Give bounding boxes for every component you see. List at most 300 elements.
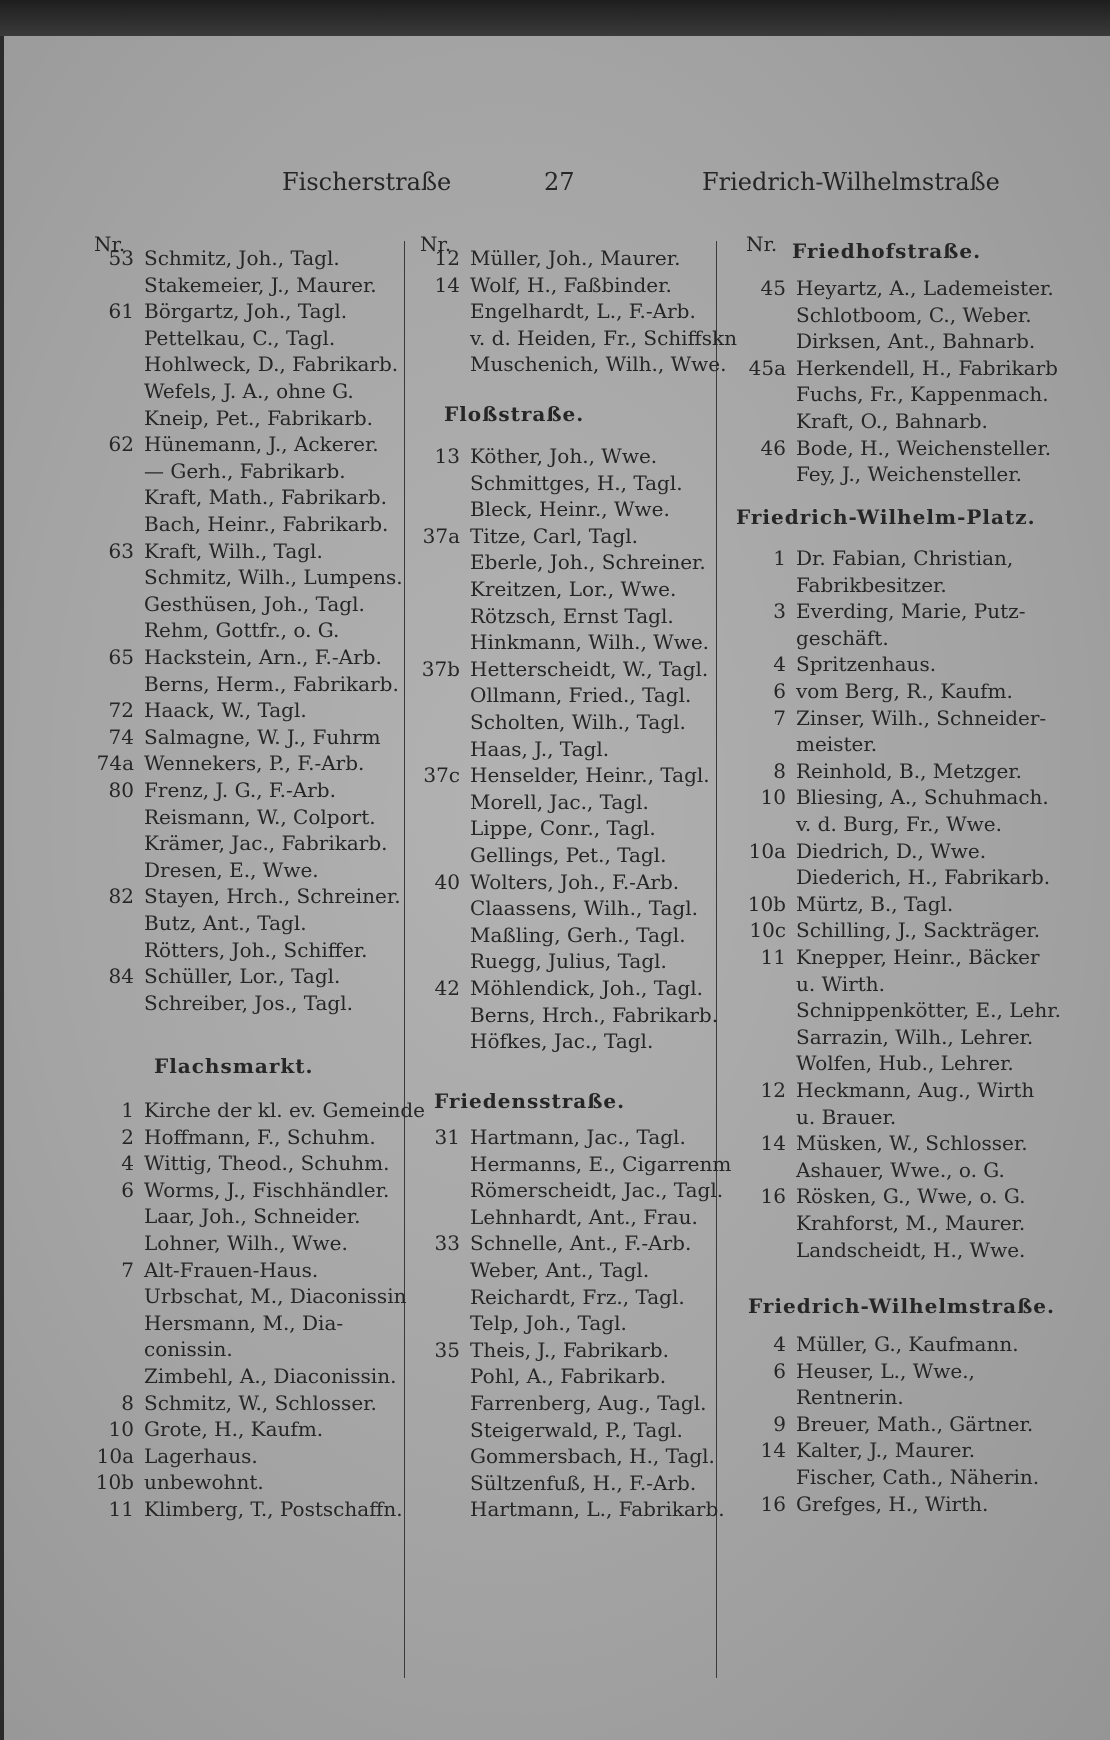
directory-entry (88, 884, 401, 908)
house-number: 1 (773, 546, 786, 570)
resident-entry: Zinser, Wilh., Schneider- (796, 705, 1047, 730)
resident-entry: Lehnhardt, Ant., Frau. (470, 1204, 698, 1229)
house-number: 12 (434, 246, 460, 270)
directory-entry (414, 657, 708, 681)
directory-entry (740, 1025, 1033, 1049)
resident-entry: Kreitzen, Lor., Wwe. (470, 577, 677, 601)
resident-entry: unbewohnt. (144, 1470, 264, 1495)
directory-entry (740, 382, 1049, 406)
directory-entry (740, 1492, 988, 1516)
house-number: 14 (760, 1131, 786, 1156)
directory-entry (414, 550, 706, 574)
resident-entry: Schnelle, Ant., F.-Arb. (470, 1231, 692, 1256)
resident-entry: Wittig, Theod., Schuhm. (144, 1151, 390, 1176)
directory-entry (414, 1471, 696, 1495)
resident-entry: Müsken, W., Schlosser. (796, 1131, 1028, 1156)
house-number: 61 (108, 299, 134, 324)
directory-entry (88, 406, 373, 430)
resident-entry: Dresen, E., Wwe. (144, 857, 319, 882)
directory-entry (740, 409, 988, 433)
column-2-entries (414, 232, 738, 1682)
page-number: 27 (544, 168, 575, 196)
resident-entry: Herkendell, H., Fabrikarb (796, 355, 1058, 380)
directory-entry (88, 1497, 403, 1521)
house-number: 4 (773, 652, 786, 677)
house-number: 14 (434, 272, 460, 297)
directory-entry (740, 1385, 904, 1409)
resident-entry: Farrenberg, Aug., Tagl. (470, 1391, 707, 1415)
resident-entry: Hersmann, M., Dia- (144, 1310, 344, 1335)
resident-entry: Reismann, W., Colport. (144, 804, 376, 829)
resident-entry: Wolters, Joh., F.-Arb. (470, 869, 680, 894)
directory-entry (88, 1337, 233, 1361)
house-number: 65 (108, 645, 134, 669)
directory-entry (88, 326, 335, 350)
house-number: 33 (434, 1231, 460, 1256)
directory-entry (414, 1497, 725, 1521)
resident-entry: Schmittges, H., Tagl. (470, 470, 683, 495)
house-number: 63 (108, 538, 134, 563)
resident-entry: Schreiber, Jos., Tagl. (144, 990, 353, 1015)
resident-entry: Knepper, Heinr., Bäcker (796, 945, 1040, 969)
directory-entry (88, 1470, 264, 1494)
house-number: 37c (423, 763, 460, 788)
directory-entry (88, 1098, 425, 1122)
house-number: 8 (121, 1390, 134, 1415)
directory-entry (740, 945, 1040, 969)
house-number: 6 (121, 1177, 134, 1202)
directory-entry (88, 352, 398, 376)
resident-entry: Fischer, Cath., Näherin. (796, 1465, 1040, 1489)
directory-entry (88, 1364, 396, 1388)
directory-entry (414, 1444, 715, 1468)
resident-entry: Krämer, Jac., Fabrikarb. (144, 831, 388, 856)
directory-entry (740, 1105, 896, 1129)
resident-entry: v. d. Burg, Fr., Wwe. (796, 812, 1002, 836)
directory-entry (414, 1364, 666, 1388)
directory-entry (88, 1444, 258, 1468)
house-number: 42 (434, 976, 460, 1000)
directory-entry (740, 998, 1061, 1022)
house-number: 46 (760, 435, 786, 460)
directory-entry (414, 790, 649, 814)
directory-entry (88, 778, 336, 802)
directory-entry (88, 432, 379, 456)
directory-entry (740, 462, 1022, 486)
house-number: 74a (96, 751, 134, 776)
resident-entry: Everding, Marie, Putz- (796, 599, 1026, 624)
house-number: 10b (95, 1470, 134, 1495)
house-number: 8 (773, 758, 786, 783)
resident-entry: Kalter, J., Maurer. (796, 1438, 976, 1463)
resident-entry: Klimberg, T., Postschaffn. (144, 1497, 403, 1521)
directory-entry (740, 759, 1022, 783)
resident-entry: Hinkmann, Wilh., Wwe. (470, 630, 710, 655)
section-title-friedrich-wilhelm-platz: Friedrich-Wilhelm-Platz. (736, 505, 1036, 529)
directory-entry (414, 1391, 706, 1415)
directory-entry (414, 326, 737, 350)
resident-entry: Eberle, Joh., Schreiner. (470, 550, 706, 575)
resident-entry: Hoffmann, F., Schuhm. (144, 1124, 376, 1149)
column-1 (88, 232, 425, 1682)
resident-entry: Hartmann, L., Fabrikarb. (470, 1497, 725, 1522)
resident-entry: geschäft. (796, 625, 889, 650)
resident-entry: Römerscheidt, Jac., Tagl. (470, 1178, 724, 1203)
resident-entry: Kirche der kl. ev. Gemeinde (144, 1098, 425, 1122)
scan-background-strip (0, 0, 1110, 36)
directory-entry (740, 1412, 1033, 1436)
directory-entry (740, 1438, 975, 1462)
column-3 (736, 232, 1061, 1682)
directory-entry (414, 1178, 723, 1202)
resident-entry: Dirksen, Ant., Bahnarb. (796, 329, 1036, 354)
section-title-flossstrasse: Floßstraße. (444, 402, 585, 426)
resident-entry: Fuchs, Fr., Kappenmach. (796, 382, 1049, 407)
directory-entry (740, 1332, 1019, 1356)
directory-entry (88, 246, 340, 270)
directory-entry (88, 645, 382, 669)
resident-entry: Hetterscheidt, W., Tagl. (470, 656, 709, 681)
house-number: 11 (760, 945, 786, 969)
directory-entry (414, 1258, 649, 1282)
resident-entry: Henselder, Heinr., Tagl. (470, 763, 710, 788)
directory-entry (740, 972, 885, 996)
section-title-friedensstrasse: Friedensstraße. (434, 1089, 626, 1113)
resident-entry: Bode, H., Weichensteller. (796, 435, 1052, 460)
resident-entry: Ruegg, Julius, Tagl. (470, 949, 667, 974)
directory-entry (88, 964, 340, 988)
resident-entry: Rehm, Gottfr., o. G. (144, 618, 340, 643)
resident-entry: Dr. Fabian, Christian, (796, 546, 1014, 570)
resident-entry: Weber, Ant., Tagl. (470, 1258, 650, 1282)
resident-entry: Scholten, Wilh., Tagl. (470, 710, 686, 734)
resident-entry: Hermanns, E., Cigarrenm (470, 1151, 732, 1176)
house-number: 35 (434, 1337, 460, 1362)
directory-entry (740, 1465, 1039, 1489)
resident-entry: Steigerwald, P., Tagl. (470, 1417, 683, 1442)
directory-entry (740, 706, 1046, 730)
directory-entry (414, 1338, 669, 1362)
house-number: 4 (121, 1151, 134, 1176)
resident-entry: Rötters, Joh., Schiffer. (144, 937, 368, 962)
house-number: 74 (108, 724, 134, 749)
directory-entry (740, 546, 1013, 570)
house-number: 7 (121, 1257, 134, 1282)
directory-entry (740, 329, 1035, 353)
resident-entry: Urbschat, M., Diaconissin (144, 1284, 407, 1309)
directory-entry (414, 896, 698, 920)
directory-entry (740, 1051, 1014, 1075)
house-number: 3 (773, 599, 786, 624)
directory-entry (414, 471, 683, 495)
resident-entry: Telp, Joh., Tagl. (470, 1311, 627, 1336)
directory-entry (414, 1205, 698, 1229)
house-number: 2 (121, 1124, 134, 1149)
house-number: 62 (108, 432, 134, 457)
resident-entry: Hünemann, J., Ackerer. (144, 432, 379, 457)
directory-entry (740, 1131, 1028, 1155)
directory-entry (414, 273, 672, 297)
column-3-nr-heading: Nr. (746, 232, 778, 256)
directory-entry (740, 892, 953, 916)
resident-entry: Salmagne, W. J., Fuhrm (144, 724, 381, 749)
directory-entry (414, 1003, 718, 1027)
resident-entry: Gesthüsen, Joh., Tagl. (144, 591, 365, 616)
directory-entry (414, 737, 609, 761)
directory-entry (414, 352, 726, 376)
house-number: 10b (747, 891, 786, 916)
directory-entry (740, 626, 889, 650)
resident-entry: Lagerhaus. (144, 1443, 258, 1468)
resident-entry: Worms, J., Fischhändler. (144, 1177, 390, 1202)
resident-entry: Schlotboom, C., Weber. (796, 302, 1032, 327)
house-number: 10a (748, 838, 786, 863)
house-number: 9 (773, 1411, 786, 1436)
resident-entry: Laar, Joh., Schneider. (144, 1204, 361, 1229)
resident-entry: Fabrikbesitzer. (796, 572, 947, 597)
resident-entry: meister. (796, 732, 878, 757)
resident-entry: Schnippenkötter, E., Lehr. (796, 998, 1061, 1023)
resident-entry: Sültzenfuß, H., F.-Arb. (470, 1470, 697, 1495)
resident-entry: u. Brauer. (796, 1104, 897, 1129)
directory-entry (740, 356, 1058, 380)
directory-entry (740, 812, 1002, 836)
resident-entry: Schilling, J., Sackträger. (796, 918, 1041, 943)
directory-entry (88, 1151, 389, 1175)
directory-entry (88, 1391, 377, 1415)
resident-entry: Berns, Herm., Fabrikarb. (144, 671, 399, 696)
house-number: 80 (108, 778, 134, 802)
directory-entry (740, 1238, 1025, 1262)
directory-entry (88, 299, 347, 323)
resident-entry: Wefels, J. A., ohne G. (144, 379, 354, 403)
directory-entry (414, 683, 691, 707)
directory-entry (88, 565, 403, 589)
house-number: 10 (108, 1417, 134, 1442)
resident-entry: Haack, W., Tagl. (144, 698, 307, 723)
resident-entry: Claassens, Wilh., Tagl. (470, 896, 698, 921)
column-1-nr-heading: Nr. (94, 232, 126, 256)
directory-entry (88, 831, 388, 855)
column-2-nr-heading: Nr. (420, 232, 452, 256)
house-number: 40 (434, 869, 460, 894)
resident-entry: Höfkes, Jac., Tagl. (470, 1029, 654, 1054)
directory-entry (88, 273, 377, 297)
resident-entry: Gellings, Pet., Tagl. (470, 843, 667, 867)
directory-entry (740, 1158, 1005, 1182)
resident-entry: Köther, Joh., Wwe. (470, 444, 658, 468)
header-right-street: Friedrich-Wilhelmstraße (702, 168, 1000, 196)
resident-entry: Titze, Carl, Tagl. (470, 523, 639, 548)
resident-entry: Bliesing, A., Schuhmach. (796, 785, 1049, 810)
resident-entry: Hartmann, Jac., Tagl. (470, 1125, 686, 1149)
resident-entry: Fey, J., Weichensteller. (796, 462, 1022, 487)
resident-entry: Zimbehl, A., Diaconissin. (144, 1364, 397, 1388)
directory-entry (88, 1204, 360, 1228)
directory-entry (740, 436, 1051, 460)
resident-entry: Muschenich, Wilh., Wwe. (470, 352, 727, 377)
directory-entry (88, 805, 376, 829)
resident-entry: Müller, Joh., Maurer. (470, 246, 681, 270)
resident-entry: Kraft, O., Bahnarb. (796, 409, 988, 433)
directory-entry (88, 725, 381, 749)
directory-entry (414, 923, 686, 947)
resident-entry: conissin. (144, 1337, 233, 1362)
resident-entry: Pettelkau, C., Tagl. (144, 325, 336, 350)
resident-entry: Lohner, Wilh., Wwe. (144, 1231, 348, 1255)
resident-entry: Schüller, Lor., Tagl. (144, 964, 341, 989)
directory-entry (414, 577, 676, 601)
resident-entry: Spritzenhaus. (796, 652, 937, 677)
directory-entry (88, 1231, 348, 1255)
resident-entry: v. d. Heiden, Fr., Schiffskn (470, 325, 738, 350)
house-number: 10 (760, 785, 786, 810)
house-number: 82 (108, 884, 134, 909)
house-number: 45 (760, 276, 786, 300)
resident-entry: Müller, G., Kaufmann. (796, 1332, 1019, 1356)
directory-entry (414, 843, 666, 867)
resident-entry: Rötzsch, Ernst Tagl. (470, 603, 674, 628)
house-number: 14 (760, 1438, 786, 1463)
resident-entry: Frenz, J. G., F.-Arb. (144, 778, 336, 802)
resident-entry: Sarrazin, Wilh., Lehrer. (796, 1024, 1034, 1049)
directory-entry (740, 1184, 1026, 1208)
directory-entry (740, 918, 1040, 942)
resident-entry: Schmitz, Wilh., Lumpens. (144, 565, 403, 590)
house-number: 45a (748, 355, 786, 380)
directory-entry (88, 379, 354, 403)
house-number: 12 (760, 1078, 786, 1102)
directory-entry (414, 1311, 627, 1335)
resident-entry: Schmitz, Joh., Tagl. (144, 246, 340, 270)
directory-entry (414, 949, 667, 973)
directory-entry (414, 870, 679, 894)
resident-entry: Stayen, Hrch., Schreiner. (144, 884, 401, 909)
resident-entry: Pohl, A., Fabrikarb. (470, 1364, 667, 1389)
resident-entry: Schmitz, W., Schlosser. (144, 1390, 377, 1415)
resident-entry: Berns, Hrch., Fabrikarb. (470, 1002, 719, 1027)
header-left-street: Fischerstraße (282, 168, 452, 196)
resident-entry: u. Wirth. (796, 971, 886, 996)
column-divider-1 (404, 241, 405, 1678)
directory-entry (740, 1359, 975, 1383)
directory-entry (740, 865, 1050, 889)
directory-entry (740, 679, 1013, 703)
directory-entry (88, 991, 353, 1015)
directory-entry (414, 1231, 691, 1255)
directory-entry (88, 672, 399, 696)
column-3-entries (736, 232, 1061, 1682)
house-number: 84 (108, 964, 134, 989)
resident-entry: Reinhold, B., Metzger. (796, 758, 1023, 783)
resident-entry: Stakemeier, J., Maurer. (144, 272, 377, 297)
house-number: 1 (121, 1098, 134, 1122)
directory-entry (740, 839, 986, 863)
resident-entry: Ashauer, Wwe., o. G. (796, 1157, 1005, 1182)
resident-entry: Mürtz, B., Tagl. (796, 891, 954, 916)
resident-entry: Wolfen, Hub., Lehrer. (796, 1051, 1014, 1076)
house-number: 37b (421, 656, 460, 681)
directory-entry (740, 785, 1049, 809)
directory-entry (414, 1029, 653, 1053)
document-page (4, 36, 1110, 1740)
resident-entry: vom Berg, R., Kaufm. (796, 679, 1013, 703)
house-number: 10c (749, 918, 786, 943)
directory-entry (414, 1125, 686, 1149)
directory-entry (88, 1125, 376, 1149)
resident-entry: — Gerh., Fabrikarb. (144, 458, 346, 483)
house-number: 72 (108, 698, 134, 723)
resident-entry: Butz, Ant., Tagl. (144, 911, 307, 935)
resident-entry: Bleck, Heinr., Wwe. (470, 497, 670, 522)
resident-entry: Rösken, G., Wwe, o. G. (796, 1184, 1026, 1209)
directory-entry (88, 459, 346, 483)
directory-entry (414, 246, 680, 270)
house-number: 16 (760, 1491, 786, 1516)
resident-entry: Morell, Jac., Tagl. (470, 789, 649, 814)
resident-entry: Hohlweck, D., Fabrikarb. (144, 352, 399, 377)
house-number: 7 (773, 705, 786, 730)
directory-entry (88, 485, 387, 509)
directory-entry (88, 1258, 318, 1282)
directory-entry (740, 276, 1054, 300)
resident-entry: Börgartz, Joh., Tagl. (144, 299, 348, 324)
directory-entry (88, 938, 368, 962)
house-number: 13 (434, 444, 460, 468)
directory-entry (88, 539, 323, 563)
directory-entry (88, 751, 364, 775)
directory-entry (88, 1178, 389, 1202)
resident-entry: Reichardt, Frz., Tagl. (470, 1284, 685, 1309)
directory-entry (740, 573, 947, 597)
house-number: 31 (434, 1125, 460, 1149)
directory-entry (88, 858, 319, 882)
directory-entry (740, 1078, 1034, 1102)
directory-entry (88, 911, 307, 935)
directory-entry (740, 652, 936, 676)
directory-entry (414, 1285, 685, 1309)
resident-entry: Möhlendick, Joh., Tagl. (470, 976, 704, 1000)
resident-entry: Heuser, L., Wwe., (796, 1358, 975, 1383)
resident-entry: Ollmann, Fried., Tagl. (470, 683, 692, 708)
resident-entry: Heckmann, Aug., Wirth (796, 1078, 1035, 1102)
resident-entry: Lippe, Conr., Tagl. (470, 816, 656, 841)
house-number: 37a (422, 523, 460, 548)
directory-entry (414, 1418, 683, 1442)
resident-entry: Wolf, H., Faßbinder. (470, 272, 672, 297)
resident-entry: Theis, J., Fabrikarb. (470, 1337, 669, 1362)
resident-entry: Kneip, Pet., Fabrikarb. (144, 405, 374, 430)
directory-entry (740, 732, 877, 756)
resident-entry: Wennekers, P., F.-Arb. (144, 751, 365, 776)
directory-entry (414, 763, 710, 787)
resident-entry: Breuer, Math., Gärtner. (796, 1411, 1034, 1436)
resident-entry: Krahforst, M., Maurer. (796, 1211, 1026, 1235)
resident-entry: Hackstein, Arn., F.-Arb. (144, 645, 382, 669)
directory-entry (88, 1284, 406, 1308)
resident-entry: Bach, Heinr., Fabrikarb. (144, 512, 389, 536)
resident-entry: Landscheidt, H., Wwe. (796, 1237, 1026, 1262)
directory-entry (414, 816, 656, 840)
directory-entry (88, 512, 388, 536)
house-number: 6 (773, 1358, 786, 1383)
resident-entry: Grefges, H., Wirth. (796, 1491, 989, 1516)
resident-entry: Diederich, H., Fabrikarb. (796, 865, 1051, 890)
house-number: 4 (773, 1332, 786, 1356)
house-number: 53 (108, 246, 134, 270)
resident-entry: Engelhardt, L., F.-Arb. (470, 299, 696, 324)
resident-entry: Kraft, Wilh., Tagl. (144, 538, 323, 563)
